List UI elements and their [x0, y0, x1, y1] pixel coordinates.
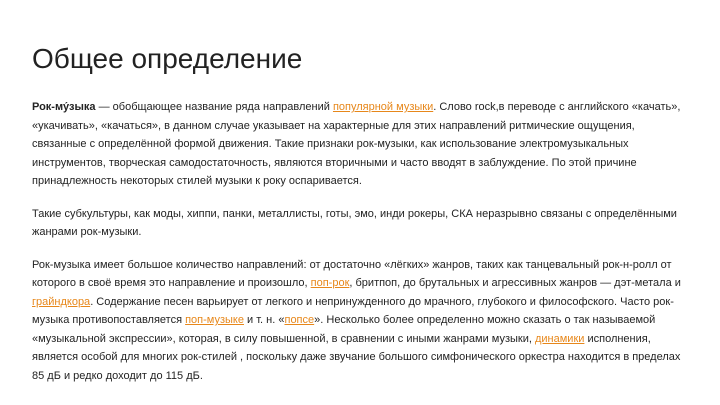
paragraph-text: Такие субкультуры, как моды, хиппи, панки, металлисты, готы, эмо, инди рокеры, СКА неразрывно связаны с определёнными жанрами рок-музыки.: [32, 207, 677, 238]
paragraph-definition: [32, 98, 692, 191]
link-grindcore[interactable]: грайндкора: [32, 295, 91, 308]
paragraph-text: . Слово rock,в переводе с английского «качать», «укачивать», «качаться», в данном случае указывает на характерные для этих направлений ритмические ощущения, связанные с определённой формой движения. Такие признаки рок-музыки, как использование электромузыкальных инструментов, творческая самодостаточность, являются вторичными и часто вводят в заблуждение. По этой причине принадлежность некоторых стилей музыки к року оспаривается.: [32, 101, 681, 187]
paragraph-genres: [32, 256, 692, 386]
paragraph-subcultures: [32, 205, 692, 242]
link-pop-rock[interactable]: поп-рок: [310, 277, 350, 289]
link-popsa[interactable]: попсе: [284, 314, 315, 326]
link-dynamics[interactable]: динамики: [534, 332, 585, 345]
paragraph-text: и т. н. «: [243, 314, 285, 326]
link-pop-music[interactable]: поп-музыке: [185, 314, 244, 326]
slide-title: Общее определение: [32, 43, 303, 74]
paragraph-text: — обобщающее название ряда направлений: [95, 101, 333, 113]
link-popular-music[interactable]: популярной музыки: [332, 101, 434, 113]
term-rock-music: Рок-му́зыка: [32, 101, 96, 113]
paragraph-text: исполнения, является особой для многих рок-стилей , поскольку даже звучание большого симфонического оркестра находится в пределах 85 дБ и редко доходит до 115 дБ.: [32, 332, 681, 382]
paragraph-text: Рок-музыка имеет большое количество направлений: от достаточно «лёгких» жанров, таких как танцевальный рок-н-ролл от которого в своё время это направление и произошло,: [32, 258, 672, 289]
paragraph-text: , бритпоп, до брутальных и агрессивных жанров — дэт-метала и: [349, 277, 681, 289]
slide-body: [32, 98, 692, 385]
paragraph-text: ». Несколько более определенно можно сказать о так называемой «музыкальной экспрессии», которая, в силу повышенной, в сравнении с иными жанрами музыки,: [32, 314, 656, 345]
paragraph-text: . Содержание песен варьирует от легкого и непринужденного до мрачного, глубокого и философского. Часто рок-музыка противопоставляется: [32, 295, 674, 326]
